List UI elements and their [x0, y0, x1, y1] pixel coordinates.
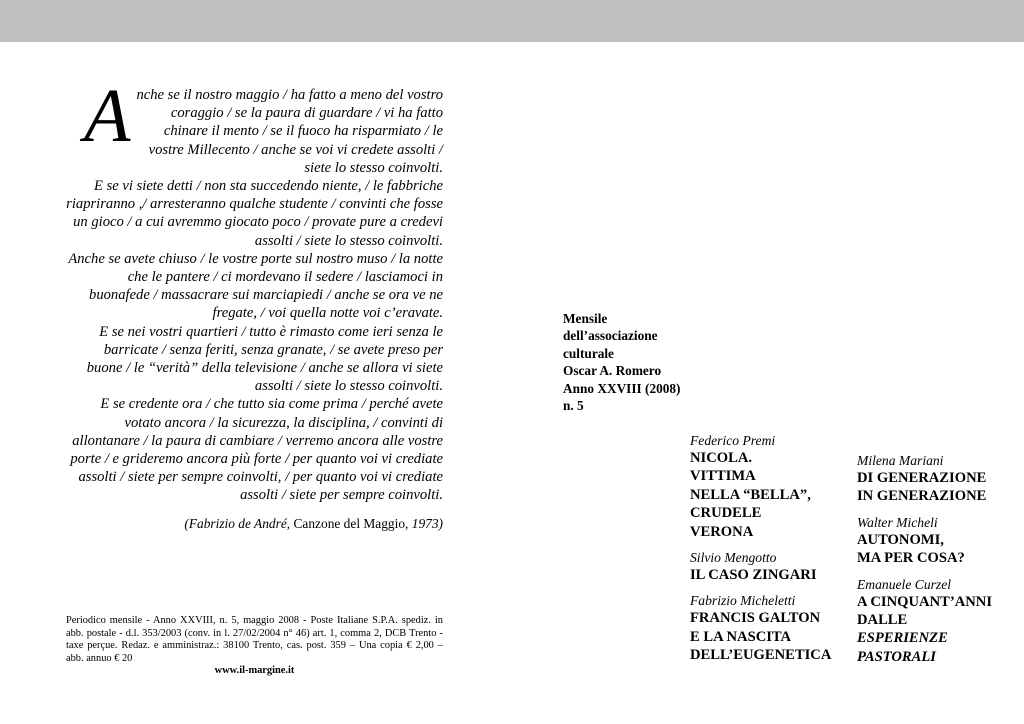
contents-column-right	[857, 452, 1017, 674]
masthead-line: Anno XXVIII (2008)	[563, 380, 681, 396]
masthead-line: culturale	[563, 345, 614, 361]
website-link[interactable]: www.il-margine.it	[214, 665, 295, 677]
poem	[66, 74, 444, 505]
poem-credit	[63, 516, 443, 532]
article-entry[interactable]	[690, 432, 850, 541]
article-entry[interactable]	[857, 452, 1017, 506]
article-title: DI GENERAZIONE IN GENERAZIONE	[857, 470, 987, 505]
masthead-line: Oscar A. Romero	[563, 363, 662, 379]
poem-stanza: E se credente ora / che tutto sia come prima / perché avete votato ancora / la sicurezza, la disciplina, / convinti di allontanare / la paura di cambiare / verremo ancora alle vostre porte / e grideremo ancora più forte / per quanto voi vi crediate assolti / siete per sempre coinvolti, / per quanto voi vi crediate assolti / siete per sempre coinvolti.	[70, 396, 443, 504]
article-title: FRANCIS GALTON E LA NASCITA DELL’EUGENETICA	[690, 610, 832, 664]
article-title: IL CASO ZINGARI	[690, 567, 817, 584]
masthead-line: Mensile	[563, 311, 608, 326]
article-entry[interactable]	[857, 514, 1017, 568]
poem-stanza: nche se il nostro maggio / ha fatto a meno del vostro coraggio / se la paura di guardare / vi ha fatto chinare il mento / se il fuoco ha risparmiato / le vostre Millecento / anche se voi vi credete assolti / siete lo stesso coinvolti.	[136, 87, 444, 176]
article-author: Walter Micheli	[857, 514, 938, 530]
article-entry[interactable]	[690, 549, 850, 584]
article-author: Federico Premi	[690, 433, 776, 448]
credit-year: 1973)	[411, 516, 443, 531]
poem-stanza: E se nei vostri quartieri / tutto è rimasto come ieri senza le barricate / senza feriti, senza granate, / se avete preso per buone / le “verità” della televisione / anche se allora vi siete assolti / siete lo stesso coinvolti.	[86, 323, 443, 395]
article-title-plain: A CINQUANT’ANNI DALLE	[857, 593, 992, 629]
drop-cap: A	[84, 74, 131, 158]
top-bar	[0, 0, 1024, 42]
masthead	[563, 310, 713, 414]
article-author: Fabrizio Micheletti	[690, 593, 796, 609]
poem-stanza: E se vi siete detti / non sta succedendo niente, / le fabbriche riapriranno ,/ arresteranno qualche studente / convinti che fosse un gioco / a cui avremmo giocato poco / provate pure a credevi assolti / siete lo stesso coinvolti.	[66, 178, 443, 249]
masthead-line: n. 5	[563, 398, 584, 414]
article-title: NICOLA. VITTIMA NELLA “BELLA”, CRUDELE VERONA	[690, 450, 811, 540]
credit-work: Canzone del Maggio,	[293, 516, 409, 531]
article-entry[interactable]	[857, 576, 1017, 667]
colophon	[66, 615, 443, 678]
article-title-italic: ESPERIENZE PASTORALI	[857, 630, 948, 665]
colophon-text: Periodico mensile - Anno XXVIII, n. 5, maggio 2008 - Poste Italiane S.P.A. spediz. in abb. postale - d.l. 353/2003 (conv. in l. 27/02/2004 n° 46) art. 1, comma 2, DCB Trento - taxe perçue. Redaz. e amministraz.: 38100 Trento, cas. post. 359 – Una copia € 2,00 – abb. annuo € 20	[66, 615, 443, 664]
article-author: Emanuele Curzel	[857, 576, 952, 592]
article-author: Silvio Mengotto	[690, 550, 777, 566]
poem-stanza: Anche se avete chiuso / le vostre porte sul nostro muso / la notte che le pantere / ci mordevano il sedere / lasciamoci in buonafede / massacrare sui marciapiedi / anche se ora ve ne fregate, / voi quella notte voi c’eravate.	[68, 250, 443, 322]
contents-column-left	[690, 432, 850, 673]
article-title: AUTONOMI, MA PER COSA?	[857, 531, 965, 567]
credit-author: (Fabrizio de André,	[184, 516, 291, 531]
article-title	[857, 593, 1017, 667]
masthead-line: dell’associazione	[563, 328, 658, 344]
article-author: Milena Mariani	[857, 453, 944, 468]
article-entry[interactable]	[690, 592, 850, 664]
